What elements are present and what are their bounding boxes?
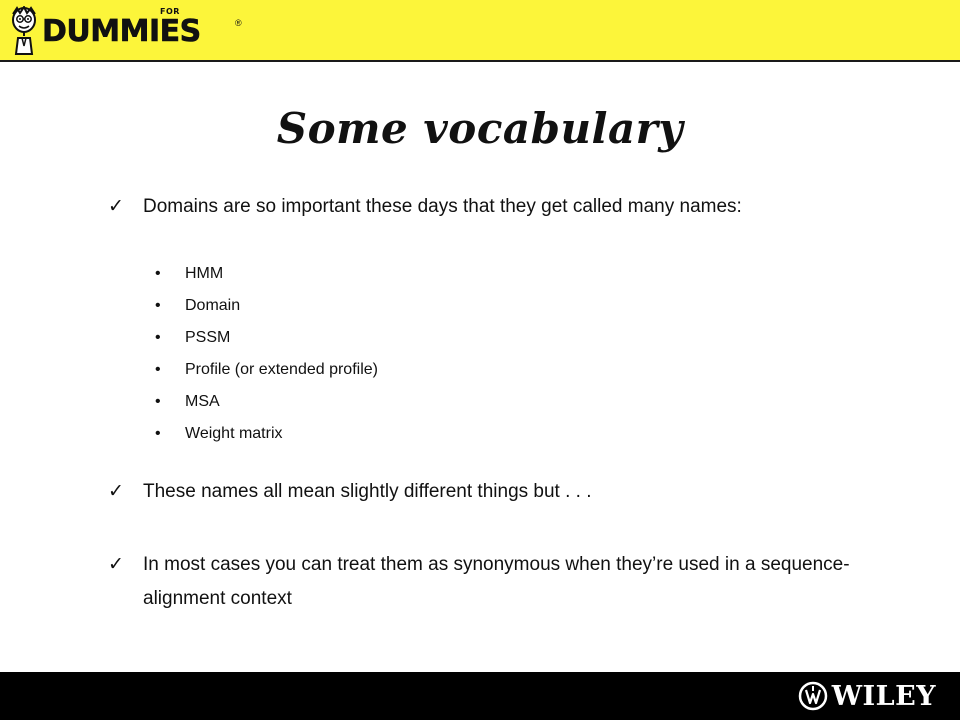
checkmark-icon: ✓: [108, 196, 124, 217]
logo-wordmark: DUMMIES: [42, 14, 201, 49]
wiley-logo: [798, 680, 936, 712]
list-item-label: Profile (or extended profile): [185, 361, 378, 378]
wiley-wordmark: WILEY: [831, 680, 936, 712]
bullet-icon: •: [155, 329, 161, 346]
registered-mark: ®: [235, 18, 242, 28]
dummies-man-icon: [8, 6, 40, 56]
list-item-label: HMM: [185, 265, 224, 282]
check-point-text: Domains are so important these days that they get called many names:: [143, 196, 742, 217]
bullet-icon: •: [155, 265, 161, 282]
bullet-icon: •: [155, 425, 161, 442]
header-bar: [0, 0, 960, 62]
footer-bar: [0, 672, 960, 720]
list-item-label: PSSM: [185, 329, 231, 346]
list-item-label: Weight matrix: [185, 425, 283, 442]
checkmark-icon: ✓: [108, 554, 124, 575]
list-item-label: MSA: [185, 393, 220, 410]
bullet-icon: •: [155, 361, 161, 378]
check-point-text: These names all mean slightly different things but . . .: [143, 481, 592, 502]
bullet-icon: •: [155, 393, 161, 410]
logo-for-text: FOR: [160, 7, 180, 16]
list-item-label: Domain: [185, 297, 241, 314]
checkmark-icon: ✓: [108, 481, 124, 502]
check-point-text: In most cases you can treat them as synonymous when they’re used in a sequence-alignment context: [143, 554, 850, 609]
for-dummies-logo: [8, 6, 242, 58]
bullet-icon: •: [155, 297, 161, 314]
wiley-emblem-icon: [798, 681, 828, 711]
slide-title: Some vocabulary: [276, 104, 684, 153]
